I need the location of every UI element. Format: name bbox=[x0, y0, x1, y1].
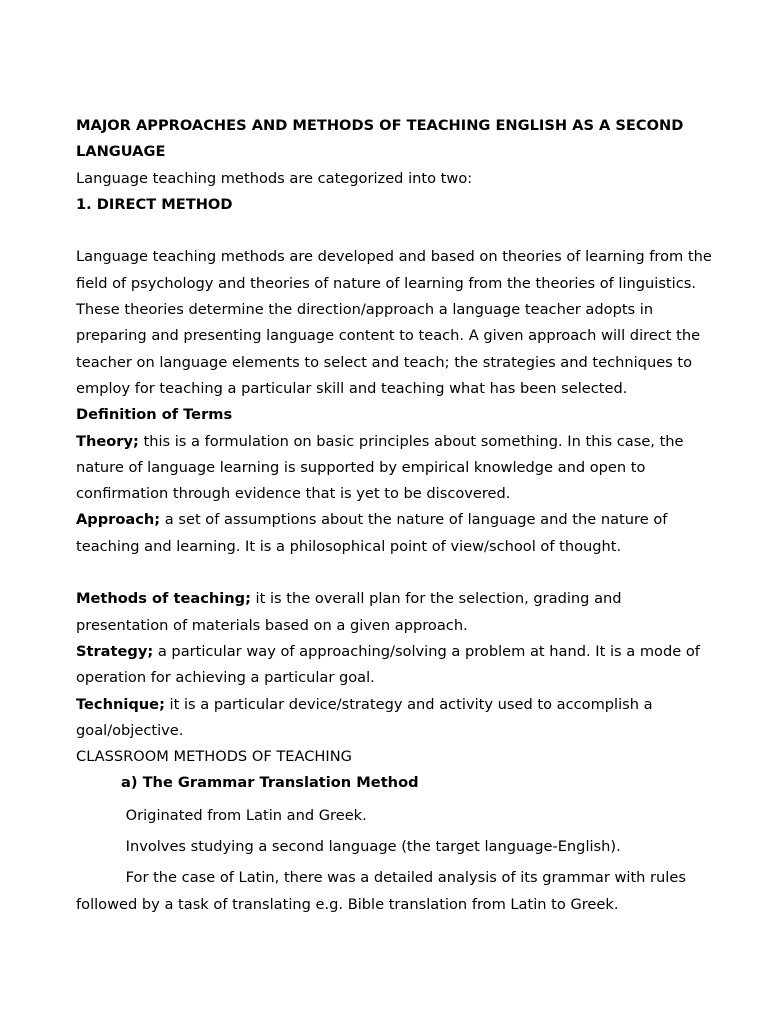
list-item-text: For the case of Latin, there was a detailed analysis of its grammar with rules followed by a task of translating e.g. Bible translation from Latin to Greek. bbox=[76, 869, 686, 913]
subheading-grammar-translation: a) The Grammar Translation Method bbox=[121, 774, 419, 792]
term-text: it is a particular device/strategy and activity used to accomplish a goal/objective. bbox=[76, 695, 653, 739]
heading-direct-method: 1. DIRECT METHOD bbox=[76, 195, 233, 213]
list-item-text: Involves studying a second language (the target language-English). bbox=[121, 838, 621, 856]
paragraph-approach-intro: Language teaching methods are developed and based on theories of learning from the field of psychology and theories of nature of learning from the theories of linguistics. These theories determine the direction/approach a language teacher adopts in preparing and presenting language content to teach. A given approach will direct the teacher on language elements to select and teach; the strategies and techniques to employ for teaching a particular skill and teaching what has been selected. bbox=[76, 248, 712, 397]
term-text: this is a formulation on basic principles about something. In this case, the nature of language learning is supported by empirical knowledge and open to confirmation through evidence that is yet to be discovered. bbox=[76, 432, 684, 503]
term-text: a particular way of approaching/solving a problem at hand. It is a mode of operation for achieving a particular goal. bbox=[76, 642, 700, 687]
term-text: a set of assumptions about the nature of language and the nature of teaching and learning. It is a philosophical point of view/school of thought. bbox=[76, 511, 668, 555]
list-item bbox=[76, 803, 718, 829]
document-title: MAJOR APPROACHES AND METHODS OF TEACHING ENGLISH AS A SECOND LANGUAGE bbox=[76, 117, 684, 161]
blank-line bbox=[76, 218, 718, 244]
term-label: Methods of teaching; bbox=[76, 590, 251, 608]
term-strategy bbox=[76, 639, 718, 692]
term-label: Strategy; bbox=[76, 642, 154, 660]
term-text: it is the overall plan for the selection, grading and presentation of materials based on a given approach. bbox=[76, 590, 622, 634]
term-label: Approach; bbox=[76, 511, 161, 529]
heading-classroom-methods: CLASSROOM METHODS OF TEACHING bbox=[76, 748, 352, 766]
term-technique bbox=[76, 692, 718, 745]
term-theory bbox=[76, 429, 718, 508]
list-item bbox=[76, 865, 718, 918]
term-label: Theory; bbox=[76, 432, 139, 450]
heading-definition-of-terms: Definition of Terms bbox=[76, 406, 233, 424]
blank-line bbox=[76, 560, 718, 586]
term-label: Technique; bbox=[76, 695, 165, 713]
term-approach bbox=[76, 507, 718, 560]
term-methods-of-teaching bbox=[76, 586, 718, 639]
list-item-text: Originated from Latin and Greek. bbox=[121, 806, 367, 824]
intro-text: Language teaching methods are categorized into two: bbox=[76, 169, 473, 187]
list-item bbox=[76, 834, 718, 860]
